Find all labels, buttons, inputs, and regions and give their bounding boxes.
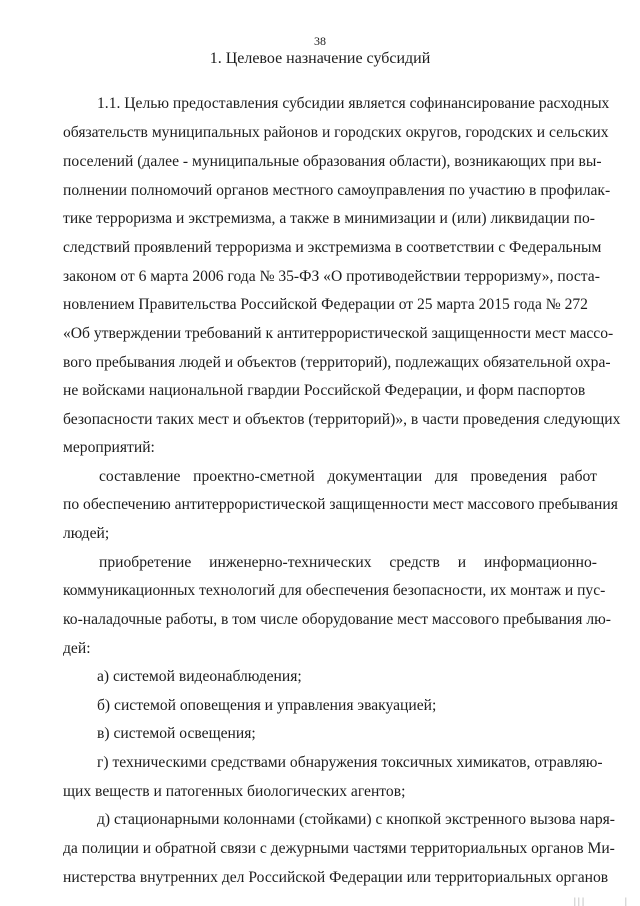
text-line: да полиции и обратной связи с дежурными частями территориальных органов Ми-: [63, 840, 615, 857]
word: инженерно-технических: [209, 554, 372, 571]
text-line: «Об утверждении требований к антитеррористической защищенности мест массо-: [63, 325, 614, 342]
text-line-justified: [99, 467, 597, 487]
text-line: тике терроризма и экстремизма, а также в минимизации и (или) ликвидации по-: [63, 210, 595, 227]
text-line: дей:: [63, 640, 91, 657]
list-item: а) системой видеонаблюдения;: [97, 668, 302, 685]
text-line: коммуникационных технологий для обеспечения безопасности, их монтаж и пус-: [63, 582, 606, 599]
text-line: вого пребывания людей и объектов (территорий), подлежащих обязательной охра-: [63, 354, 611, 371]
word: и: [457, 554, 467, 571]
word: работ: [559, 468, 597, 485]
text-line: по обеспечению антитеррористической защищенности мест массового пребывания: [63, 496, 618, 513]
word: приобретение: [99, 554, 192, 571]
text-line: мероприятий:: [63, 439, 155, 456]
list-item: б) системой оповещения и управления эвакуацией;: [97, 697, 437, 714]
text-line: ко-наладочные работы, в том числе оборудование мест массового пребывания лю-: [63, 611, 611, 628]
word: для: [434, 468, 458, 485]
text-line: поселений (далее - муниципальные образования области), возникающих при вы-: [63, 153, 602, 170]
text-line: обязательств муниципальных районов и городских округов, городских и сельских: [63, 124, 609, 141]
word: составление: [99, 468, 181, 485]
word: средств: [389, 554, 440, 571]
scan-mark: | | |: [574, 896, 584, 906]
word: документации: [327, 468, 423, 485]
word: проведения: [470, 468, 548, 485]
page-number: 38: [314, 34, 326, 48]
list-item: в) системой освещения;: [97, 725, 256, 742]
text-line-justified: [99, 553, 597, 573]
text-line: людей;: [63, 525, 110, 542]
text-line: 1.1. Целью предоставления субсидии является софинансирование расходных: [97, 95, 610, 112]
text-line: щих веществ и патогенных биологических агентов;: [63, 783, 406, 800]
text-line: новлением Правительства Российской Федерации от 25 марта 2015 года № 272: [63, 296, 588, 313]
text-line: не войсками национальной гвардии Российской Федерации, и форм паспортов: [63, 382, 586, 399]
scan-mark: |: [625, 896, 627, 906]
text-line: законом от 6 марта 2006 года № 35-ФЗ «О противодействии терроризму», поста-: [63, 268, 600, 285]
text-line: следствий проявлений терроризма и экстремизма в соответствии с Федеральным: [63, 239, 602, 256]
text-line: безопасности таких мест и объектов (территорий)», в части проведения следующих: [63, 411, 621, 428]
list-item: д) стационарными колоннами (стойками) с кнопкой экстренного вызова наря-: [97, 811, 615, 828]
word: проектно-сметной: [193, 468, 315, 485]
text-line: полнении полномочий органов местного самоуправления по участию в профилак-: [63, 182, 611, 199]
word: информационно-: [483, 554, 597, 571]
list-item: г) техническими средствами обнаружения токсичных химикатов, отравляю-: [97, 754, 603, 771]
text-line: нистерства внутренних дел Российской Федерации или территориальных органов: [63, 869, 609, 886]
section-title: 1. Целевое назначение субсидий: [209, 50, 431, 67]
